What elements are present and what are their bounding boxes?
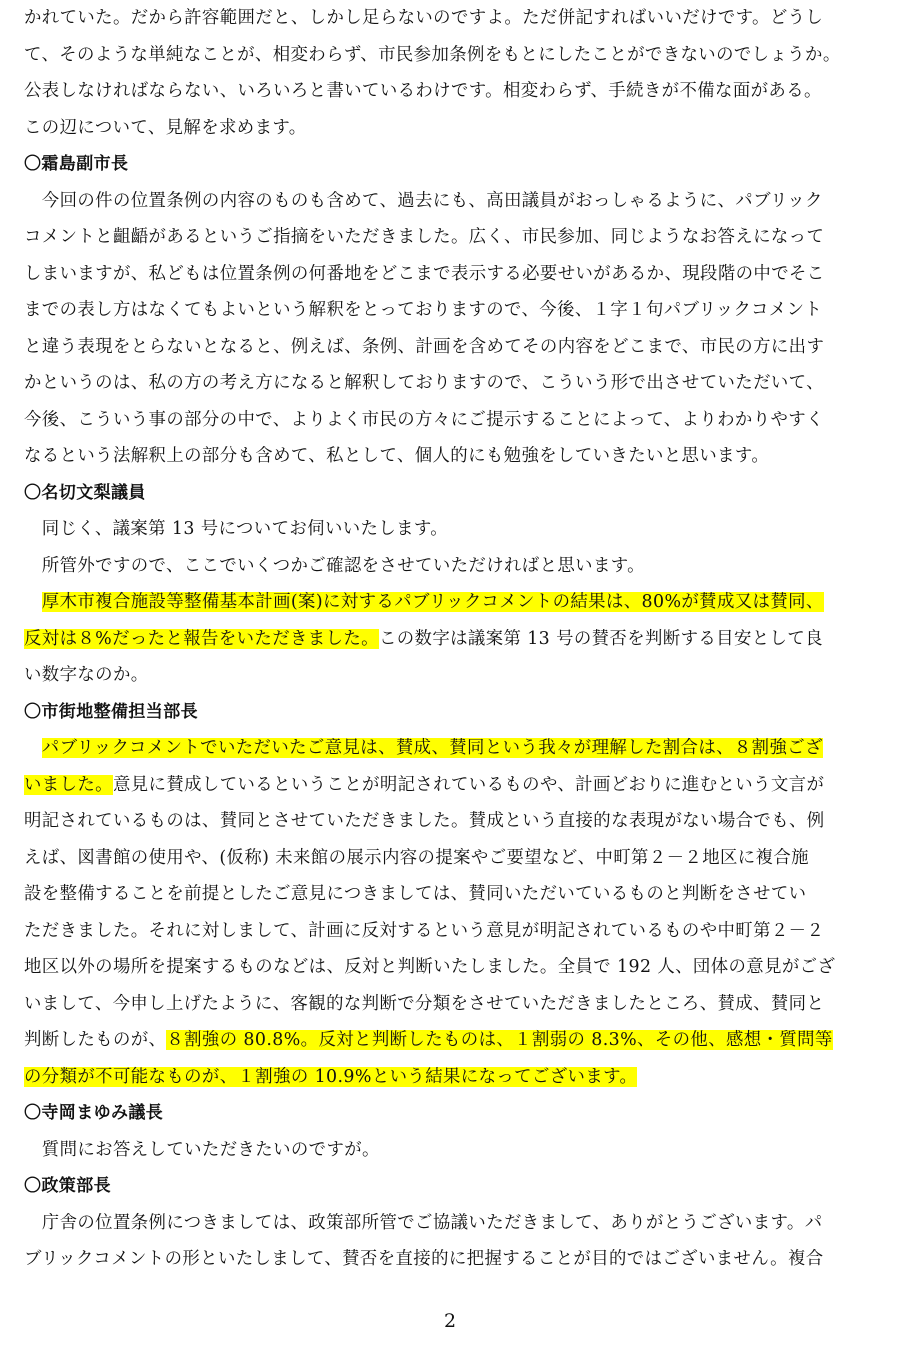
text-segment: ただきました。それに対しまして、計画に反対するという意見が明記されているものや中町第２－２ [24, 920, 825, 941]
text-line [24, 1241, 886, 1278]
text-line [24, 1022, 886, 1059]
text-segment: 設を整備することを前提としたご意見につきましては、賛同いただいているものと判断をさせてい [24, 884, 807, 904]
text-line [24, 292, 886, 329]
speaker-heading [24, 146, 886, 183]
text-segment: えば、図書館の使用や、(仮称) 未来館の展示内容の提案やご要望など、中町第２－２地区に複合施 [24, 847, 809, 868]
text-segment: 同じく、議案第 13 号についてお伺いいたします。 [24, 519, 449, 539]
text-segment: この数字は議案第 13 号の賛否を判断する目安として良 [378, 628, 823, 649]
text-line [24, 730, 886, 767]
text-line [24, 986, 886, 1023]
text-line [24, 876, 886, 913]
speaker-heading [24, 475, 886, 512]
text-segment: 意見に賛成しているということが明記されているものや、計画どおりに進むという文言が [112, 774, 825, 795]
text-segment: この辺について、見解を求めます。 [24, 117, 307, 138]
text-segment [24, 592, 42, 612]
text-segment: かれていた。だから許容範囲だと、しかし足らないのですよ。ただ併記すればいいだけです。どうし [24, 8, 824, 28]
text-line [24, 621, 886, 658]
text-segment: 今後、こういう事の部分の中で、よりよく市民の方々にご提示することによって、よりわかりやすく [24, 409, 824, 430]
speaker-heading [24, 1168, 886, 1205]
text-line [24, 1059, 886, 1096]
text-segment: 〇寺岡まゆみ議長 [24, 1103, 164, 1123]
text-line [24, 219, 886, 256]
speaker-heading [24, 1095, 886, 1132]
highlighted-text: ８割強の 80.8%。反対と判断したものは、１割弱の 8.3%、その他、感想・質問等 [166, 1030, 833, 1050]
text-line [24, 402, 886, 439]
text-segment: 〇名切文梨議員 [24, 482, 146, 503]
text-line [24, 37, 886, 74]
text-segment: 質問にお答えしていただきたいのですが。 [24, 1139, 380, 1160]
text-line [24, 365, 886, 402]
text-segment: 〇政策部長 [24, 1176, 111, 1196]
text-line [24, 767, 886, 804]
text-line [24, 913, 886, 950]
text-line [24, 657, 886, 694]
highlighted-text: 厚木市複合施設等整備基本計画(案)に対するパブリックコメントの結果は、80%が賛成又は賛同、 [41, 592, 824, 612]
highlighted-text: の分類が不可能なものが、１割強の 10.9%という結果になってございます。 [24, 1066, 638, 1087]
text-segment: 〇霜島副市長 [24, 154, 129, 174]
text-segment: 〇市街地整備担当部長 [24, 701, 198, 722]
speaker-heading [24, 694, 886, 731]
document-page [24, 0, 886, 1278]
text-segment: 地区以外の場所を提案するものなどは、反対と判断いたしました。全員で 192 人、団体の意見がござ [24, 957, 836, 977]
text-segment: と違う表現をとらないとなると、例えば、条例、計画を含めてその内容をどこまで、市民の方に出す [24, 336, 825, 357]
text-segment: 庁舎の位置条例につきましては、政策部所管でご協議いただきまして、ありがとうございます。パ [24, 1212, 823, 1233]
text-line [24, 949, 886, 986]
text-segment: 今回の件の位置条例の内容のものも含めて、過去にも、高田議員がおっしゃるように、パブリック [24, 190, 823, 211]
page-number: 2 [443, 1310, 457, 1332]
text-line [24, 511, 886, 548]
text-segment: い数字なのか。 [24, 665, 149, 685]
text-line [24, 803, 886, 840]
text-segment [24, 738, 42, 758]
text-segment: なるという法解釈上の部分も含めて、私として、個人的にも勉強をしていきたいと思います。 [24, 446, 770, 466]
text-segment: いまして、今申し上げたように、客観的な判断で分類をさせていただきましたところ、賛成、賛同と [24, 993, 825, 1014]
highlighted-text: 反対は８%だったと報告をいただきました。 [24, 628, 379, 649]
text-segment: しまいますが、私どもは位置条例の何番地をどこまで表示する必要せいがあるか、現段階の中でそこ [24, 263, 825, 284]
text-segment: て、そのような単純なことが、相変わらず、市民参加条例をもとにしたことができないのでしょうか。 [24, 44, 841, 65]
text-segment: ブリックコメントの形といたしまして、賛否を直接的に把握することが目的ではございません。複合 [24, 1249, 824, 1269]
highlighted-text: パブリックコメントでいただいたご意見は、賛成、賛同という我々が理解した割合は、８割強ござ [41, 738, 823, 758]
text-line [24, 840, 886, 877]
text-line [24, 256, 886, 293]
text-line [24, 1132, 886, 1169]
text-line [24, 584, 886, 621]
text-segment: までの表し方はなくてもよいという解釈をとっておりますので、今後、１字１句パブリックコメント [24, 300, 823, 320]
text-line [24, 183, 886, 220]
text-line [24, 1205, 886, 1242]
text-segment: 判断したものが、 [24, 1030, 167, 1050]
text-line [24, 73, 886, 110]
text-segment: かというのは、私の方の考え方になると解釈しておりますので、こういう形で出させていただいて、 [24, 373, 824, 393]
text-line [24, 110, 886, 147]
text-line [24, 438, 886, 475]
text-segment: コメントと齟齬があるというご指摘をいただきました。広く、市民参加、同じようなお答えになって [24, 227, 825, 247]
highlighted-text: いました。 [24, 774, 113, 795]
text-segment: 公表しなければならない、いろいろと書いているわけです。相変わらず、手続きが不備な面がある。 [24, 81, 822, 101]
text-line [24, 548, 886, 585]
text-line [24, 329, 886, 366]
text-segment: 明記されているものは、賛同とさせていただきました。賛成という直接的な表現がない場合でも、例 [24, 811, 825, 831]
text-line [24, 0, 886, 37]
text-segment: 所管外ですので、ここでいくつかご確認をさせていただければと思います。 [24, 555, 645, 576]
